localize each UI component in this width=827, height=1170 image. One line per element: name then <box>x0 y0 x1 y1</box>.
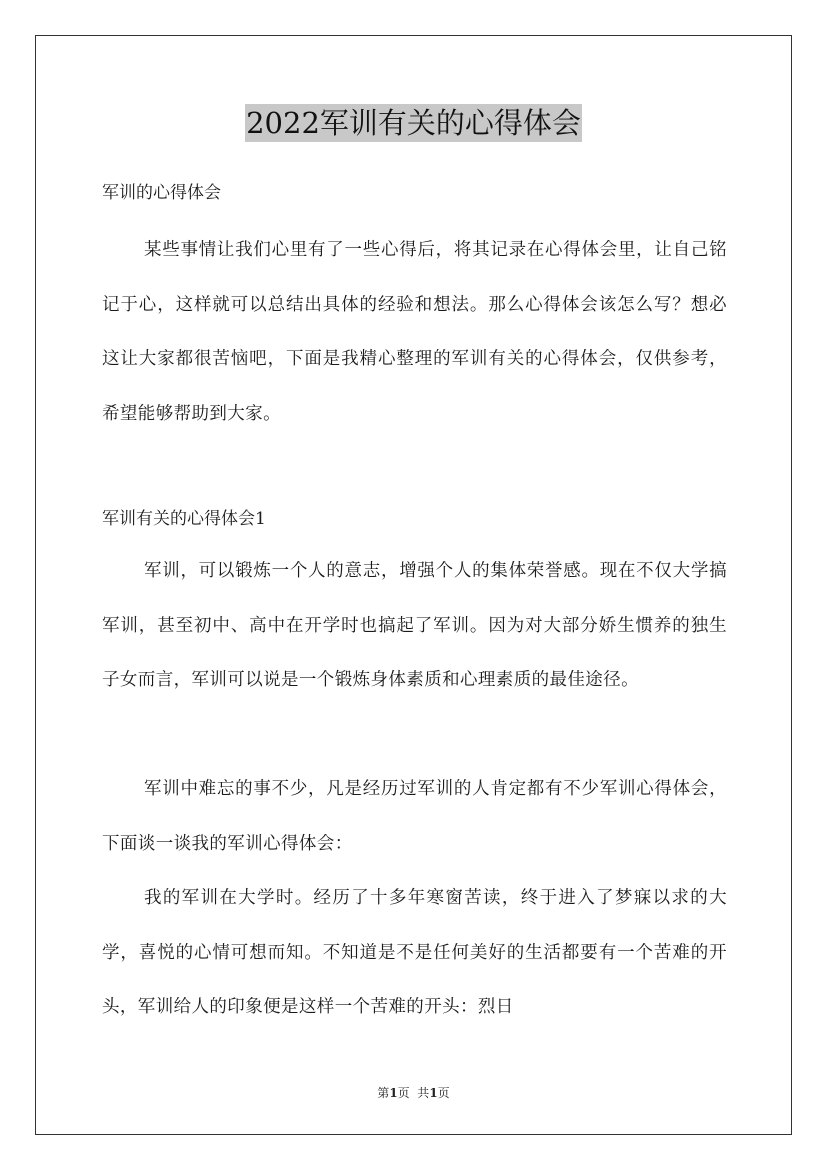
document-title: 2022军训有关的心得体会 <box>246 106 581 140</box>
section1-paragraph-1: 军训，可以锻炼一个人的意志，增强个人的集体荣誉感。现在不仅大学搞军训，甚至初中、高中在开学时也搞起了军训。因为对大部分娇生惯养的独生子女而言，军训可以说是一个锻炼身体素质和心理素质的最佳途径。 <box>102 561 727 690</box>
footer-page-mid: 页 共 <box>397 1086 430 1100</box>
footer-page-total: 1 <box>429 1086 438 1100</box>
section1-paragraph-3: 我的军训在大学时。经历了十多年寒窗苦读，终于进入了梦寐以求的大学，喜悦的心情可想而知。不知道是不是任何美好的生活都要有一个苦难的开头，军训给人的印象便是这样一个苦难的开头：烈日 <box>102 888 727 1017</box>
page-footer <box>0 1084 827 1101</box>
footer-page-suffix: 页 <box>437 1086 450 1100</box>
title-container <box>0 104 827 142</box>
section1-heading: 军训有关的心得体会1 <box>102 509 266 529</box>
footer-page-current: 1 <box>389 1086 398 1100</box>
intro-heading: 军训的心得体会 <box>102 183 221 203</box>
intro-paragraph: 某些事情让我们心里有了一些心得后，将其记录在心得体会里，让自己铭记于心，这样就可以总结出具体的经验和想法。那么心得体会该怎么写？想必这让大家都很苦恼吧，下面是我精心整理的军训有关的心得体会，仅供参考，希望能够帮助到大家。 <box>102 240 727 424</box>
footer-page-prefix: 第 <box>377 1086 390 1100</box>
section1-paragraph-2: 军训中难忘的事不少，凡是经历过军训的人肯定都有不少军训心得体会，下面谈一谈我的军训心得体会： <box>102 779 727 854</box>
